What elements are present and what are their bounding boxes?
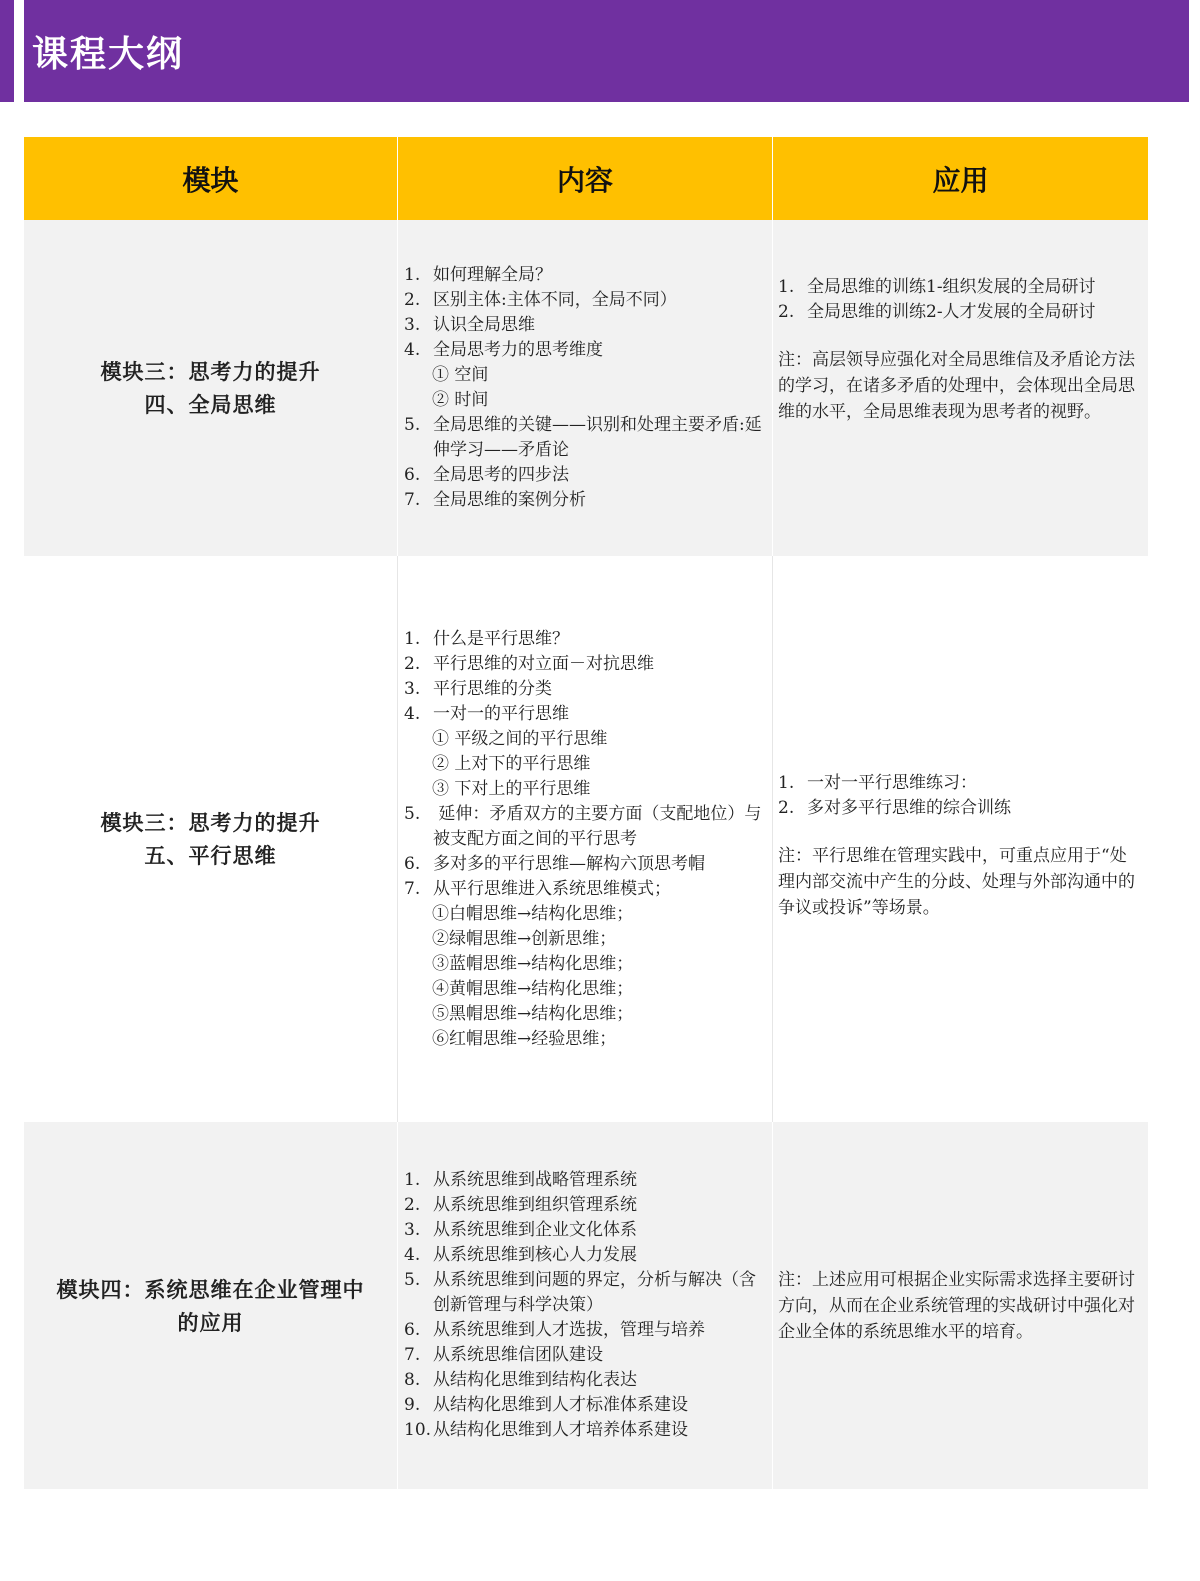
item-text: 平行思维的对立面－对抗思维 <box>433 653 654 674</box>
item-number: 1. <box>778 277 795 297</box>
item-text: 全局思维的训练1-组织发展的全局研讨 <box>807 277 1096 297</box>
list-item <box>404 463 768 488</box>
list-item <box>778 275 1142 300</box>
content-list <box>404 1168 768 1443</box>
item-text: 一对一平行思维练习： <box>807 773 977 793</box>
header-application: 应用 <box>932 163 989 197</box>
item-number: 2. <box>404 290 421 310</box>
item-text: 从系统思维到企业文化体系 <box>433 1220 637 1240</box>
application-cell <box>773 1122 1148 1489</box>
item-number: 7. <box>404 878 421 899</box>
content-cell <box>398 220 773 556</box>
content-list <box>404 263 768 513</box>
item-number: 1. <box>778 773 795 793</box>
list-item <box>404 1218 768 1243</box>
list-item: ② 时间 <box>432 390 489 410</box>
list-item <box>404 313 768 338</box>
item-number: 2. <box>778 302 795 322</box>
item-number: 3. <box>404 1220 421 1240</box>
list-item: ④黄帽思维→结构化思维； <box>432 978 634 999</box>
page-title: 课程大纲 <box>32 32 185 75</box>
application-note: 注：上述应用可根据企业实际需求选择主要研讨方向，从而在企业系统管理的实战研讨中强化对企业全体的系统思维水平的培育。 <box>778 1269 1135 1342</box>
item-number: 10. <box>404 1420 432 1440</box>
item-text: 延伸：矛盾双方的主要方面（支配地位）与被支配方面之间的平行思考 <box>433 803 762 849</box>
list-item: ⑥红帽思维→经验思维； <box>432 1028 617 1049</box>
item-text: 从系统思维到核心人力发展 <box>433 1245 637 1265</box>
module-subtitle: 四、全局思维 <box>144 392 277 417</box>
list-item: ③ 下对上的平行思维 <box>432 778 591 799</box>
list-item: ① 空间 <box>432 365 489 385</box>
item-number: 5. <box>404 415 421 435</box>
item-number: 7. <box>404 1345 421 1365</box>
item-text: 从结构化思维到人才培养体系建设 <box>433 1420 688 1440</box>
list-item <box>404 1393 768 1418</box>
item-number: 3. <box>404 315 421 335</box>
item-number: 6. <box>404 853 421 874</box>
item-text: 从系统思维到战略管理系统 <box>433 1170 637 1190</box>
item-number: 4. <box>404 703 421 724</box>
application-list <box>778 275 1142 325</box>
item-text: 从结构化思维到人才标准体系建设 <box>433 1395 688 1415</box>
application-cell <box>773 556 1148 1122</box>
list-item <box>778 771 1142 796</box>
content-cell <box>398 1122 773 1489</box>
item-number: 4. <box>404 340 421 360</box>
list-item: ① 平级之间的平行思维 <box>432 728 608 749</box>
item-text: 从系统思维到人才选拔，管理与培养 <box>433 1320 705 1340</box>
list-item <box>404 802 768 852</box>
module-cell <box>24 1122 398 1489</box>
list-item: ③蓝帽思维→结构化思维； <box>432 953 634 974</box>
course-outline-table <box>24 137 1148 1489</box>
item-text: 区别主体:主体不同，全局不同） <box>433 290 677 310</box>
list-item: ② 上对下的平行思维 <box>432 753 591 774</box>
item-number: 6. <box>404 465 421 485</box>
item-number: 2. <box>404 653 421 674</box>
item-text: 从系统思维信团队建设 <box>433 1345 603 1365</box>
list-item <box>404 263 768 288</box>
list-item <box>778 300 1142 325</box>
item-text: 多对多的平行思维—解构六顶思考帽 <box>433 853 705 874</box>
item-number: 4. <box>404 1245 421 1265</box>
item-text: 从系统思维到问题的界定，分析与解决（含创新管理与科学决策） <box>433 1270 756 1315</box>
item-text: 全局思维的关键——识别和处理主要矛盾:延伸学习——矛盾论 <box>433 415 762 460</box>
item-text: 认识全局思维 <box>433 315 535 335</box>
list-item <box>404 1418 768 1443</box>
list-item <box>404 652 768 677</box>
module-cell <box>24 556 398 1122</box>
list-item <box>404 413 768 463</box>
item-text: 全局思考力的思考维度 <box>433 340 603 360</box>
item-text: 全局思考的四步法 <box>433 465 569 485</box>
list-item <box>404 1318 768 1343</box>
item-text: 多对多平行思维的综合训练 <box>807 798 1011 818</box>
list-item <box>404 677 768 702</box>
list-item <box>404 1168 768 1193</box>
content-list <box>404 627 768 1052</box>
item-number: 1. <box>404 628 421 649</box>
header-content: 内容 <box>398 137 773 220</box>
module-subtitle: 五、平行思维 <box>144 843 277 868</box>
item-number: 2. <box>778 798 795 818</box>
item-text: 从平行思维进入系统思维模式； <box>433 878 671 899</box>
item-number: 7. <box>404 490 421 510</box>
item-number: 3. <box>404 678 421 699</box>
list-item <box>404 1368 768 1393</box>
list-item: ⑤黑帽思维→结构化思维； <box>432 1003 634 1024</box>
module-subtitle: 的应用 <box>177 1309 244 1335</box>
list-item <box>404 1243 768 1268</box>
title-accent-bar <box>0 0 14 102</box>
item-text: 全局思维的训练2-人才发展的全局研讨 <box>807 302 1096 322</box>
table-row <box>24 1122 1148 1489</box>
item-number: 6. <box>404 1320 421 1340</box>
list-item <box>404 1268 768 1318</box>
item-number: 5. <box>404 1270 421 1290</box>
item-text: 如何理解全局？ <box>433 265 552 285</box>
list-item: ②绿帽思维→创新思维； <box>432 928 617 949</box>
item-number: 2. <box>404 1195 421 1215</box>
list-item <box>404 627 768 652</box>
module-title: 模块三：思考力的提升 <box>100 810 321 835</box>
list-item <box>404 488 768 513</box>
table-header <box>24 137 1148 220</box>
list-item <box>404 1343 768 1368</box>
application-cell <box>773 220 1148 556</box>
item-number: 5. <box>404 803 421 824</box>
item-number: 1. <box>404 1170 421 1190</box>
module-title: 模块三：思考力的提升 <box>100 359 321 384</box>
list-item <box>404 702 768 727</box>
list-item: ①白帽思维→结构化思维； <box>432 903 634 924</box>
item-text: 全局思维的案例分析 <box>433 490 586 510</box>
list-item <box>778 796 1142 821</box>
title-banner <box>24 0 1189 102</box>
item-text: 一对一的平行思维 <box>433 703 569 724</box>
list-item <box>404 877 768 902</box>
module-cell <box>24 220 398 556</box>
item-number: 1. <box>404 265 421 285</box>
list-item <box>404 852 768 877</box>
item-text: 什么是平行思维？ <box>433 628 569 649</box>
table-row <box>24 556 1148 1122</box>
item-number: 9. <box>404 1395 421 1415</box>
item-text: 从结构化思维到结构化表达 <box>433 1370 637 1390</box>
item-text: 平行思维的分类 <box>433 678 552 699</box>
module-title: 模块四：系统思维在企业管理中 <box>56 1276 365 1302</box>
list-item <box>404 288 768 313</box>
content-cell <box>398 556 773 1122</box>
header-module: 模块 <box>24 137 398 220</box>
table-row <box>24 220 1148 556</box>
application-note: 注：平行思维在管理实践中，可重点应用于“处理内部交流中产生的分歧、处理与外部沟通中的争议或投诉”等场景。 <box>778 846 1135 918</box>
item-text: 从系统思维到组织管理系统 <box>433 1195 637 1215</box>
list-item <box>404 1193 768 1218</box>
item-number: 8. <box>404 1370 421 1390</box>
application-list <box>778 771 1142 821</box>
list-item <box>404 338 768 363</box>
application-note: 注：高层领导应强化对全局思维信及矛盾论方法的学习，在诸多矛盾的处理中，会体现出全局思维的水平，全局思维表现为思考者的视野。 <box>778 350 1135 422</box>
